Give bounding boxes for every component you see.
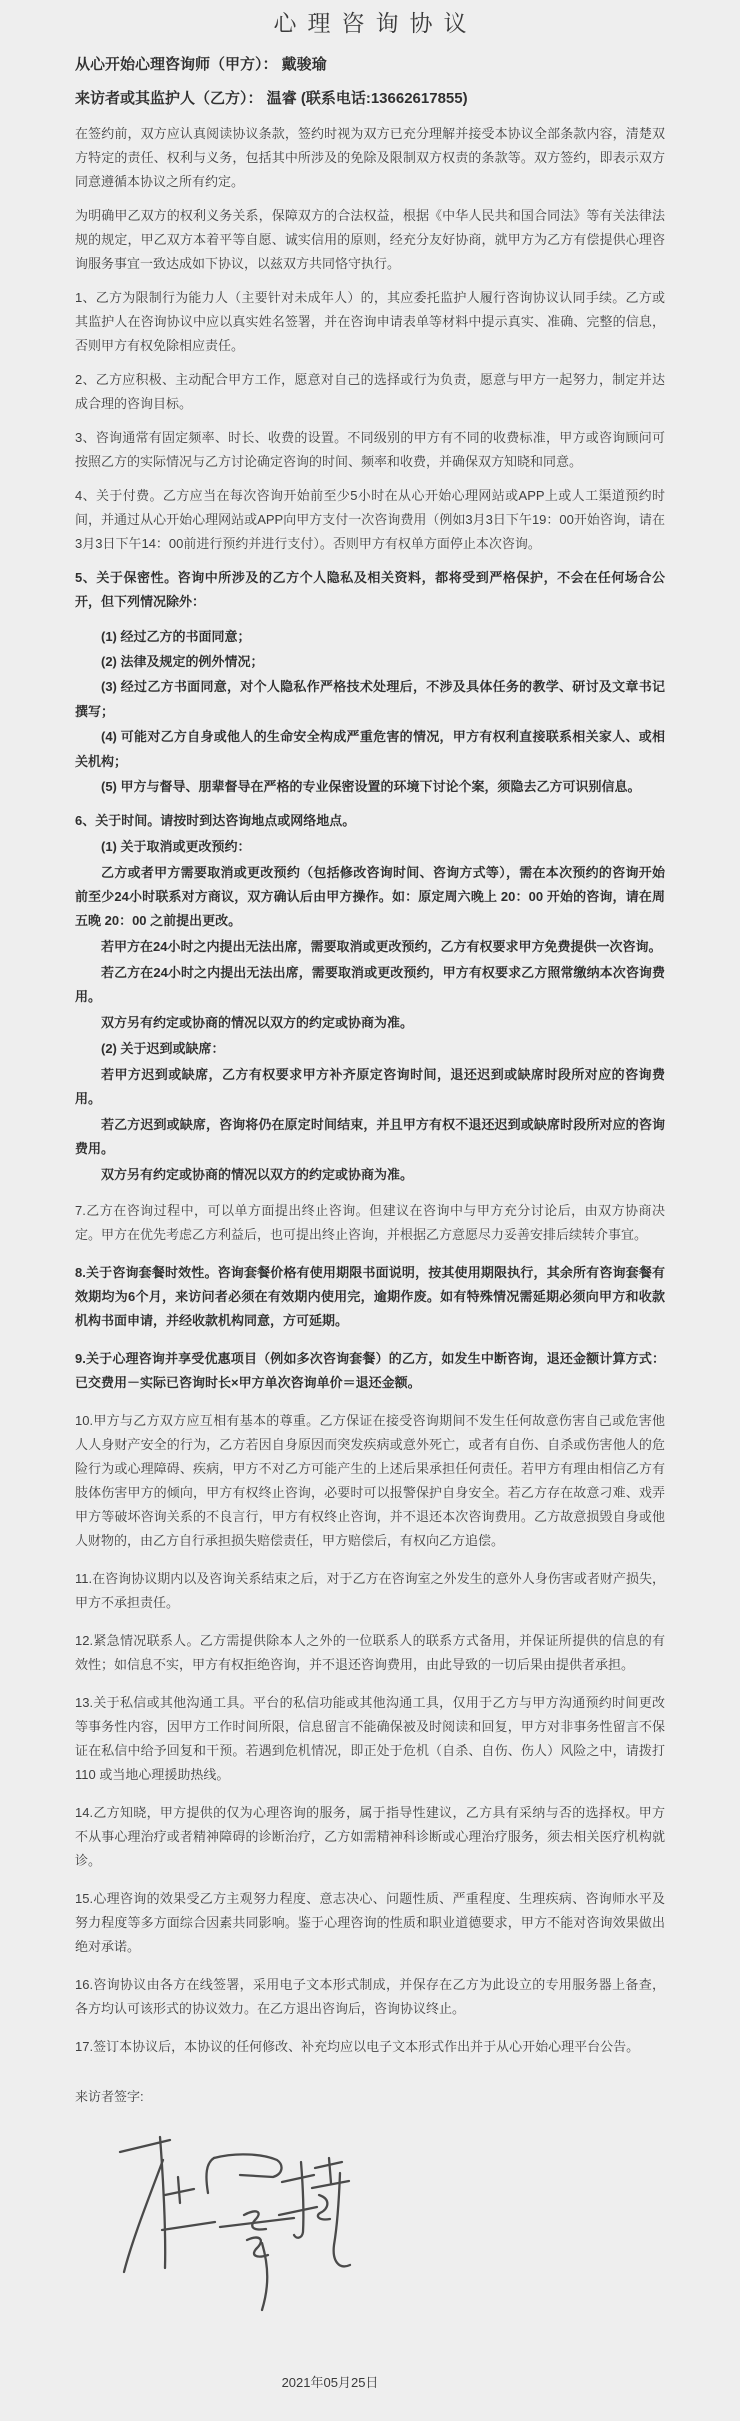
clause-1: 1、乙方为限制行为能力人（主要针对未成年人）的，其应委托监护人履行咨询协议认同手续。乙方或其监护人在咨询协议中应以真实姓名签署，并在咨询申请表单等材料中提示真实、准确、完整的信息，否则甲方有权免除相应责任。: [75, 290, 665, 353]
signed-date: 2021年05月25日: [281, 2375, 379, 2390]
clause-9: 9.关于心理咨询并享受优惠项目（例如多次咨询套餐）的乙方，如发生中断咨询，退还金额计算方式：已交费用－实际已咨询时长×甲方单次咨询单价＝退还金额。: [75, 1351, 665, 1390]
party-a-line: 从心开始心理咨询师（甲方）： 戴骏瑜: [75, 56, 327, 73]
time-rule-line: 若乙方迟到或缺席，咨询将仍在原定时间结束，并且甲方有权不退还迟到或缺席时段所对应的咨询费用。: [75, 1117, 665, 1156]
clause-11: 11.在咨询协议期内以及咨询关系结束之后，对于乙方在咨询室之外发生的意外人身伤害或者财产损失，甲方不承担责任。: [75, 1571, 665, 1610]
time-rule-line: 若乙方在24小时之内提出无法出席，需要取消或更改预约，甲方有权要求乙方照常缴纳本次咨询费用。: [75, 965, 665, 1004]
exception-item: (1) 经过乙方的书面同意；: [101, 629, 251, 644]
time-rule-line: 若甲方在24小时之内提出无法出席，需要取消或更改预约，乙方有权要求甲方免费提供一次咨询。: [101, 939, 662, 954]
clause-6: 6、关于时间。请按时到达咨询地点或网络地点。: [75, 813, 356, 828]
clause-16: 16.咨询协议由各方在线签署，采用电子文本形式制成，并保存在乙方为此设立的专用服务器上备查，各方均认可该形式的协议效力。在乙方退出咨询后，咨询协议终止。: [75, 1977, 665, 2016]
clause-3: 3、咨询通常有固定频率、时长、收费的设置。不同级别的甲方有不同的收费标准，甲方或咨询顾问可按照乙方的实际情况与乙方讨论确定咨询的时间、频率和收费，并确保双方知晓和同意。: [75, 430, 665, 469]
clause-13: 13.关于私信或其他沟通工具。平台的私信功能或其他沟通工具，仅用于乙方与甲方沟通预约时间更改等事务性内容，因甲方工作时间所限，信息留言不能确保被及时阅读和回复，甲方对非事务性留言不保证在私信中给予回复和干预。若遇到危机情况，即正处于危机（自杀、自伤、伤人）风险之中，请拨打 110 或当地心理援助热线。: [75, 1695, 665, 1782]
clause-17: 17.签订本协议后，本协议的任何修改、补充均应以电子文本形式作出并于从心开始心理平台公告。: [75, 2039, 640, 2054]
clause-4: 4、关于付费。乙方应当在每次咨询开始前至少5小时在从心开始心理网站或APP上或人工渠道预约时间，并通过从心开始心理网站或APP向甲方支付一次咨询费用（例如3月3日下午19：00开始咨询，请在3月3日下午14：00前进行预约并进行支付）。否则甲方有权单方面停止本次咨询。: [75, 488, 665, 551]
visitor-signature-label: 来访者签字:: [75, 2089, 144, 2104]
party-b-line: 来访者或其监护人（乙方）： 温睿 (联系电话:13662617855): [75, 90, 468, 107]
exception-item: (3) 经过乙方书面同意，对个人隐私作严格技术处理后，不涉及具体任务的教学、研讨及文章书记撰写；: [75, 679, 665, 719]
time-rule-line: (2) 关于迟到或缺席：: [101, 1041, 225, 1056]
time-rules-block: [75, 835, 665, 1187]
exception-item: (2) 法律及规定的例外情况；: [101, 654, 264, 669]
clause-2: 2、乙方应积极、主动配合甲方工作，愿意对自己的选择或行为负责，愿意与甲方一起努力，制定并达成合理的咨询目标。: [75, 372, 665, 411]
time-rule-line: 乙方或者甲方需要取消或更改预约（包括修改咨询时间、咨询方式等），需在本次预约的咨询开始前至少24小时联系对方商议，双方确认后由甲方操作。如：原定周六晚上 20：00 开始的咨询，请在周五晚 20：00 之前提出更改。: [75, 865, 665, 928]
visitor-signature-area: [75, 2115, 665, 2323]
clause-5: 5、关于保密性。咨询中所涉及的乙方个人隐私及相关资料，都将受到严格保护，不会在任何场合公开，但下列情况除外：: [75, 570, 665, 609]
time-rule-line: 双方另有约定或协商的情况以双方的约定或协商为准。: [101, 1167, 414, 1182]
visitor-signature-drawing: [87, 2115, 387, 2323]
time-rule-line: 若甲方迟到或缺席，乙方有权要求甲方补齐原定咨询时间，退还迟到或缺席时段所对应的咨询费用。: [75, 1067, 665, 1106]
clause-15: 15.心理咨询的效果受乙方主观努力程度、意志决心、问题性质、严重程度、生理疾病、咨询师水平及努力程度等多方面综合因素共同影响。鉴于心理咨询的性质和职业道德要求，甲方不能对咨询效果做出绝对承诺。: [75, 1891, 665, 1954]
clause-12: 12.紧急情况联系人。乙方需提供除本人之外的一位联系人的联系方式备用，并保证所提供的信息的有效性；如信息不实，甲方有权拒绝咨询，并不退还咨询费用，由此导致的一切后果由提供者承担。: [75, 1633, 665, 1672]
time-rule-line: (1) 关于取消或更改预约：: [101, 839, 251, 854]
clause-14: 14.乙方知晓，甲方提供的仅为心理咨询的服务，属于指导性建议，乙方具有采纳与否的选择权。甲方不从事心理治疗或者精神障碍的诊断治疗，乙方如需精神科诊断或心理治疗服务，须去相关医疗机构就诊。: [75, 1805, 665, 1868]
clause-10: 10.甲方与乙方双方应互相有基本的尊重。乙方保证在接受咨询期间不发生任何故意伤害自己或危害他人人身财产安全的行为，乙方若因自身原因而突发疾病或意外死亡，或者有自伤、自杀或伤害他人的危险行为或心理障碍、疾病，甲方不对乙方可能产生的上述后果承担任何责任。若甲方有理由相信乙方有肢体伤害甲方的倾向，甲方有权终止咨询，必要时可以报警保护自身安全。若乙方存在故意刁难、戏弄甲方等破坏咨询关系的不良言行，甲方有权终止咨询，并不退还本次咨询费用。乙方故意损毁自身或他人财物的，由乙方自行承担损失赔偿责任，甲方赔偿后，有权向乙方追偿。: [75, 1413, 665, 1548]
page-title: 心理咨询协议: [273, 10, 478, 36]
intro-paragraph: 为明确甲乙双方的权利义务关系，保障双方的合法权益，根据《中华人民共和国合同法》等有关法律法规的规定，甲乙双方本着平等自愿、诚实信用的原则，经充分友好协商，就甲方为乙方有偿提供心理咨询服务事宜一致达成如下协议，以兹双方共同恪守执行。: [75, 208, 665, 271]
clause-8: 8.关于咨询套餐时效性。咨询套餐价格有使用期限书面说明，按其使用期限执行，其余所有咨询套餐有效期均为6个月，来访问者必须在有效期内使用完，逾期作废。如有特殊情况需延期必须向甲方和收款机构书面申请，并经收款机构同意，方可延期。: [75, 1265, 665, 1328]
confidentiality-exception-list: [75, 624, 665, 799]
clause-7: 7.乙方在咨询过程中，可以单方面提出终止咨询。但建议在咨询中与甲方充分讨论后，由双方协商决定。甲方在优先考虑乙方利益后，也可提出终止咨询，并根据乙方意愿尽力妥善安排后续转介事宜。: [75, 1203, 665, 1242]
time-rule-line: 双方另有约定或协商的情况以双方的约定或协商为准。: [101, 1015, 414, 1030]
exception-item: (4) 可能对乙方自身或他人的生命安全构成严重危害的情况，甲方有权利直接联系相关家人、或相关机构；: [75, 729, 665, 769]
intro-paragraph: 在签约前，双方应认真阅读协议条款，签约时视为双方已充分理解并接受本协议全部条款内容，清楚双方特定的责任、权利与义务，包括其中所涉及的免除及限制双方权责的条款等。双方签约，即表示双方同意遵循本协议之所有约定。: [75, 126, 665, 189]
exception-item: (5) 甲方与督导、朋辈督导在严格的专业保密设置的环境下讨论个案，须隐去乙方可识别信息。: [101, 779, 641, 794]
